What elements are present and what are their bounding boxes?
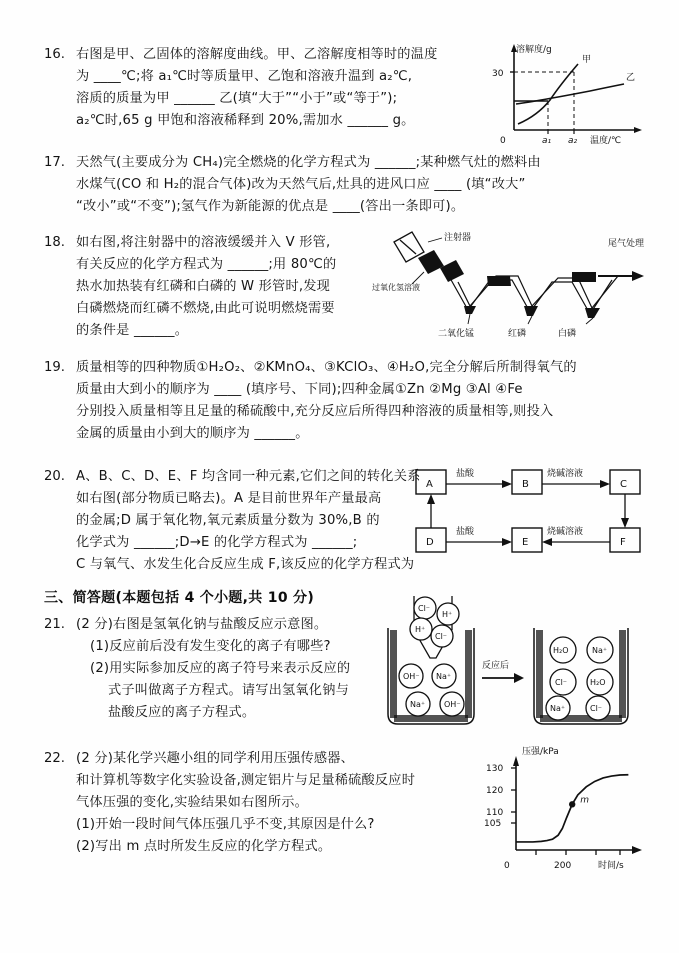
- arrow-label-top-left: 盐酸: [456, 469, 475, 479]
- q20-line-5: C 与氧气、水发生化合反应生成 F,该反应的化学方程式为: [76, 557, 415, 572]
- q16-line-2: 为 ____℃;将 a₁℃时等质量甲、乙饱和溶液升温到 a₂℃,: [76, 69, 413, 84]
- q21-line-3: (2)用实际参加反应的离子符号来表示反应的: [90, 661, 351, 676]
- box-A-label: A: [426, 479, 433, 490]
- chart-y-tick-105: 105: [484, 819, 502, 829]
- ion-after-3: Cl⁻: [555, 678, 568, 687]
- box-F-label: F: [620, 537, 626, 548]
- question-number-18: 18.: [44, 235, 65, 250]
- q17-line-2: 水煤气(CO 和 H₂的混合气体)改为天然气后,灶具的进风口应 ____ (填“改大”: [76, 177, 526, 192]
- solubility-x-tick-a1: a₁: [542, 136, 552, 146]
- label-after-reaction: 反应后: [482, 661, 510, 671]
- label-exhaust-treatment: 尾气处理: [608, 239, 645, 249]
- question-text-18: [76, 232, 376, 342]
- ion-before-3: Na⁺: [410, 700, 426, 709]
- arrow-label-bottom-right: 烧碱溶液: [547, 527, 584, 537]
- q21-line-4: 式子叫做离子方程式。请写出氢氧化钠与: [108, 683, 349, 698]
- q21-line-1: (2 分)右图是氢氧化钠与盐酸反应示意图。: [76, 617, 328, 632]
- conversion-relationship-figure: [408, 462, 658, 562]
- box-E-label: E: [522, 537, 529, 548]
- label-white-phosphorus: 白磷: [558, 329, 577, 339]
- solubility-curve-figure: [486, 38, 666, 146]
- q18-line-2: 有关反应的化学方程式为 ______;用 80℃的: [76, 257, 337, 272]
- question-number-19: 19.: [44, 360, 65, 375]
- w-tube-apparatus-figure: [372, 228, 667, 340]
- question-number-16: 16.: [44, 47, 65, 62]
- question-text-20: [76, 466, 421, 576]
- question-number-20: 20.: [44, 469, 65, 484]
- question-text-19: [76, 357, 656, 445]
- label-hydrogen-peroxide-solution: 过氧化氢溶液: [372, 283, 420, 292]
- q19-line-2: 质量由大到小的顺序为 ____ (填序号、下同);四种金属①Zn ②Mg ③Al ④Fe: [76, 382, 523, 397]
- q21-line-5: 盐酸反应的离子方程式。: [108, 705, 256, 720]
- label-red-phosphorus: 红磷: [508, 329, 527, 339]
- section-heading: 三、简答题(本题包括 4 个小题,共 10 分): [44, 590, 315, 606]
- q17-line-3: “改小”或“不变”);氢气作为新能源的优点是 ____(答出一条即可)。: [76, 199, 465, 214]
- q20-line-1: A、B、C、D、E、F 均含同一种元素,它们之间的转化关系: [76, 469, 421, 484]
- q18-line-3: 热水加热装有红磷和白磷的 W 形管时,发现: [76, 279, 331, 294]
- q20-line-2: 如右图(部分物质已略去)。A 是目前世界年产量最高: [76, 491, 382, 506]
- ion-before-2: Na⁺: [436, 672, 452, 681]
- label-syringe: 注射器: [444, 233, 472, 243]
- question-text-21: [76, 614, 376, 724]
- ion-after-1: H₂O: [553, 646, 569, 655]
- ion-after-6: Cl⁻: [590, 704, 603, 713]
- chart-x-axis-label: 时间/s: [598, 861, 624, 871]
- ion-before-1: OH⁻: [403, 672, 420, 681]
- arrow-label-bottom-left: 盐酸: [456, 527, 475, 537]
- question-text-16: [76, 44, 486, 132]
- q21-line-2: (1)反应前后没有发生变化的离子有哪些?: [90, 639, 331, 654]
- q16-line-3: 溶质的质量为甲 ______ 乙(填“大于”“小于”或“等于”);: [76, 91, 398, 106]
- ion-dropper-1: Cl⁻: [418, 604, 431, 613]
- chart-origin-label: 0: [504, 861, 510, 871]
- solubility-origin-label: 0: [500, 136, 506, 146]
- q22-line-4: (1)开始一段时间气体压强几乎不变,其原因是什么?: [76, 817, 375, 832]
- chart-y-tick-130: 130: [486, 764, 504, 774]
- chart-point-m-marker: [569, 801, 575, 807]
- ion-after-2: Na⁺: [592, 646, 608, 655]
- label-manganese-dioxide: 二氧化锰: [438, 329, 475, 339]
- chart-point-m-label: m: [580, 795, 589, 806]
- chart-title-label: 压强/kPa: [522, 747, 559, 757]
- solubility-y-axis-label: 溶解度/g: [516, 45, 552, 55]
- q20-line-3: 的金属;D 属于氧化物,氧元素质量分数为 30%,B 的: [76, 513, 380, 528]
- q16-line-4: a₂℃时,65 g 甲饱和溶液稀释到 20%,需加水 ______ g。: [76, 113, 415, 128]
- box-C-label: C: [620, 479, 627, 490]
- q16-line-1: 右图是甲、乙固体的溶解度曲线。甲、乙溶解度相等时的温度: [76, 47, 438, 62]
- chart-x-tick-200: 200: [554, 861, 572, 871]
- ion-after-5: Na⁺: [550, 704, 566, 713]
- ion-dropper-2: H⁺: [442, 610, 453, 619]
- q20-line-4: 化学式为 ______;D→E 的化学方程式为 ______;: [76, 535, 358, 550]
- solubility-curve-label-jia: 甲: [582, 55, 592, 65]
- q18-line-4: 白磷燃烧而红磷不燃烧,由此可说明燃烧需要: [76, 301, 335, 316]
- question-number-22: 22.: [44, 751, 65, 766]
- pressure-time-chart: [474, 742, 670, 872]
- ion-before-4: OH⁻: [444, 700, 461, 709]
- box-B-label: B: [522, 479, 529, 490]
- solubility-x-tick-a2: a₂: [568, 136, 578, 146]
- q18-line-1: 如右图,将注射器中的溶液缓缓并入 V 形管,: [76, 235, 331, 250]
- q18-line-5: 的条件是 ______。: [76, 323, 189, 338]
- ion-reaction-figure: [378, 596, 666, 744]
- question-text-17: [76, 152, 656, 218]
- q17-line-1: 天然气(主要成分为 CH₄)完全燃烧的化学方程式为 ______;某种燃气灶的燃料由: [76, 155, 541, 170]
- solubility-y-tick-30: 30: [492, 69, 504, 79]
- solubility-x-axis-label: 温度/℃: [590, 136, 622, 146]
- arrow-label-top-right: 烧碱溶液: [547, 469, 584, 479]
- q22-line-3: 气体压强的变化,实验结果如右图所示。: [76, 795, 308, 810]
- ion-after-4: H₂O: [590, 678, 606, 687]
- chart-y-tick-120: 120: [486, 786, 504, 796]
- chart-y-tick-110: 110: [486, 808, 504, 818]
- q19-line-3: 分别投入质量相等且足量的稀硫酸中,充分反应后所得四种溶液的质量相等,则投入: [76, 404, 554, 419]
- q22-line-5: (2)写出 m 点时所发生反应的化学方程式。: [76, 839, 332, 854]
- question-number-17: 17.: [44, 155, 65, 170]
- solubility-curve-label-yi: 乙: [626, 73, 636, 83]
- q22-line-1: (2 分)某化学兴趣小组的同学利用压强传感器、: [76, 751, 355, 766]
- question-number-21: 21.: [44, 617, 65, 632]
- box-D-label: D: [426, 537, 434, 548]
- question-text-22: [76, 748, 466, 858]
- q19-line-4: 金属的质量由小到大的顺序为 ______。: [76, 426, 309, 441]
- q19-line-1: 质量相等的四种物质①H₂O₂、②KMnO₄、③KClO₃、④H₂O,完全分解后所制得氧气的: [76, 360, 577, 375]
- ion-dropper-3: H⁺: [415, 625, 426, 634]
- q22-line-2: 和计算机等数字化实验设备,测定铝片与足量稀硫酸反应时: [76, 773, 416, 788]
- ion-dropper-4: Cl⁻: [435, 632, 448, 641]
